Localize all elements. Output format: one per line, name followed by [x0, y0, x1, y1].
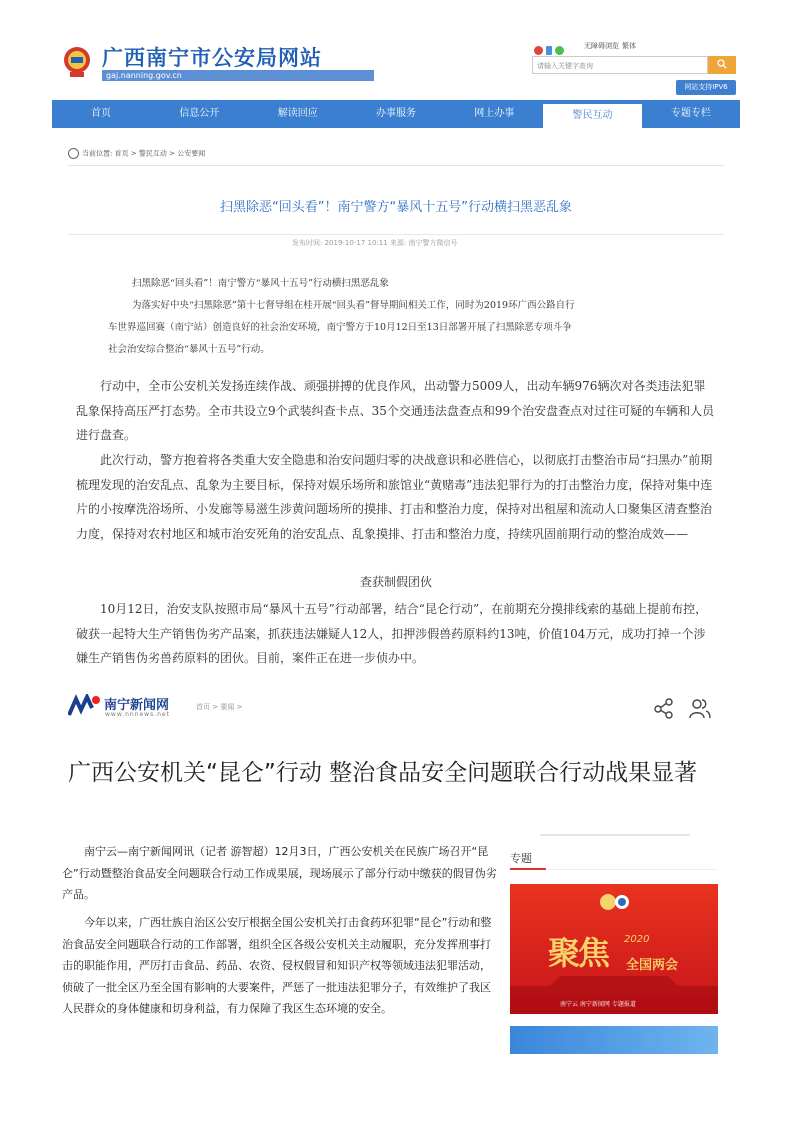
nav-interpret[interactable]: 解读回应 — [277, 108, 318, 119]
nav-interaction[interactable]: 警民互动 — [543, 102, 641, 128]
paragraph: 社会治安综合整治“暴风十五号”行动。 — [108, 344, 270, 355]
promo-banner-2[interactable] — [510, 1026, 718, 1054]
promo-headline: 聚焦 — [548, 934, 609, 972]
news-headline: 广西公安机关“昆仑”行动 整治食品安全问题联合行动战果显著 — [68, 760, 698, 786]
news-paragraph: 南宁云—南宁新闻网讯（记者 游智超）12月3日，广西公安机关在民族广场召开“昆仑”行动暨整治食品安全问题联合行动工作成果展，现场展示了部分行动中缴获的假冒伪劣产品。 — [62, 845, 497, 901]
sidebar-label-underline — [510, 868, 546, 870]
site-domain: gaj.nanning.gov.cn — [102, 70, 374, 81]
main-nav — [52, 100, 740, 128]
article-paragraph: 10月12日，治安支队按照市局“暴风十五号”行动部署，结合“昆仑行动”，在前期充分摸排线索的基础上提前布控，破获一起特大生产销售伪劣产品案，抓获违法嫌疑人12人，扣押涉假兽药原料约13吨，价值104万元，成功打掉一个涉嫌生产销售伪劣兽药原料的团伙。目前，案件正在进一步侦办中。 — [76, 602, 708, 665]
mobile-icon[interactable] — [546, 46, 552, 55]
nanning-news-logo-icon — [68, 694, 102, 716]
nav-online[interactable]: 网上办事 — [474, 108, 515, 119]
wechat-icon[interactable] — [555, 46, 564, 55]
nav-info[interactable]: 信息公开 — [179, 108, 220, 119]
search-icon — [717, 59, 727, 69]
news-breadcrumb[interactable]: 首页 > 要闻 > — [196, 703, 243, 711]
article-title: 扫黑除恶“回头看”！南宁警方“暴风十五号”行动横扫黑恶乱象 — [220, 200, 572, 215]
news-paragraph: 今年以来，广西壮族自治区公安厅根据全国公安机关打击食药环犯罪“昆仑”行动和整治食品安全问题联合行动的工作部署，组织全区各级公安机关主动履职，充分发挥刑事打击的职能作用，严厉打击食品、药品、农资、侵权假冒和知识产权等领域违法犯罪活动，侦破了一批全区乃至全国有影响的大要案件，严惩了一批违法犯罪分子，有效维护了我区人民群众的身体健康和切身利益，有力保障了我区生态环境的安全。 — [62, 916, 492, 1015]
accessibility-link[interactable]: 无障碍浏览 — [584, 42, 619, 50]
article-paragraph: 行动中，全市公安机关发扬连续作战、顽强拼搏的优良作风，出动警力5009人，出动车辆976辆次对各类违法犯罪乱象保持高压严打态势。全市共设立9个武装纠查卡点、35个交通违法盘查点和99个治安盘查点对过往可疑的车辆和人员进行盘查。 — [76, 379, 715, 442]
traditional-link[interactable]: 繁体 — [622, 42, 636, 50]
tiananmen-silhouette-icon — [510, 968, 718, 996]
nav-home[interactable]: 首页 — [91, 108, 112, 119]
article-paragraph: 此次行动，警方抱着将各类重大安全隐患和治安问题归零的决战意识和必胜信心，以彻底打击整治市局“扫黑办”前期梳理发现的治安乱点、乱象为主要目标，保持对娱乐场所和旅馆业“黄赌毒”违法犯罪行为的打击整治力度，保持对集中连片的小按摩洗浴场所、小发廊等易滋生涉黄问题场所的摸排、打击和整治力度，保持对出租屋和流动人口聚集区清查整治力度，保持对农村地区和城市治安死角的治安乱点、乱象摸排、打击和整治力度，持续巩固前期行动的整治成效—— — [76, 453, 713, 541]
promo-banner[interactable] — [510, 884, 718, 1014]
article-subheading: 查获制假团伙 — [359, 575, 432, 589]
paragraph: 车世界巡回赛（南宁站）创造良好的社会治安环境，南宁警方于10月12日至13日部署开展了扫黑除恶专项斗争 — [108, 322, 572, 333]
site-title: 广西南宁市公安局网站 — [102, 46, 322, 70]
search-button[interactable] — [708, 56, 736, 74]
breadcrumb-text: 当前位置: 首页 > 警民互动 > 公安要闻 — [82, 149, 206, 158]
police-site-screenshot — [52, 30, 740, 366]
divider — [68, 234, 724, 235]
breadcrumb — [68, 148, 205, 159]
divider — [540, 834, 690, 836]
divider — [548, 869, 718, 870]
paragraph: 扫黑除恶“回头看”！南宁警方“暴风十五号”行动横扫黑恶乱象 — [132, 278, 389, 289]
news-brand: 南宁新闻网 — [104, 698, 170, 713]
ipv6-badge[interactable]: 网站支持IPV6 — [676, 80, 736, 95]
nav-services[interactable]: 办事服务 — [375, 108, 416, 119]
police-emblem-icon — [62, 46, 92, 78]
promo-footer-bar: 南宁云 南宁新闻网 专题报道 — [510, 996, 718, 1014]
user-icon — [68, 148, 79, 159]
sidebar-topic-label[interactable]: 专题 — [510, 852, 532, 865]
nav-topics[interactable]: 专题专栏 — [670, 108, 711, 119]
article-meta: 发布时间: 2019-10-17 10:11 来源: 南宁警方微信号 — [292, 239, 458, 247]
national-emblem-icon — [598, 892, 630, 912]
users-icon[interactable] — [688, 696, 712, 720]
weibo-icon[interactable] — [534, 46, 543, 55]
news-domain: www.nnnews.net — [105, 711, 170, 718]
promo-subtitle: 全国两会 — [626, 958, 679, 973]
divider — [68, 165, 724, 166]
search-input[interactable]: 请输入关键字查询 — [532, 56, 708, 74]
paragraph: 为落实好中央“扫黑除恶”第十七督导组在桂开展“回头看”督导期间相关工作，同时为2019环广西公路自行 — [132, 300, 575, 311]
share-icon[interactable] — [652, 696, 676, 720]
promo-year: 2020 — [624, 934, 650, 945]
